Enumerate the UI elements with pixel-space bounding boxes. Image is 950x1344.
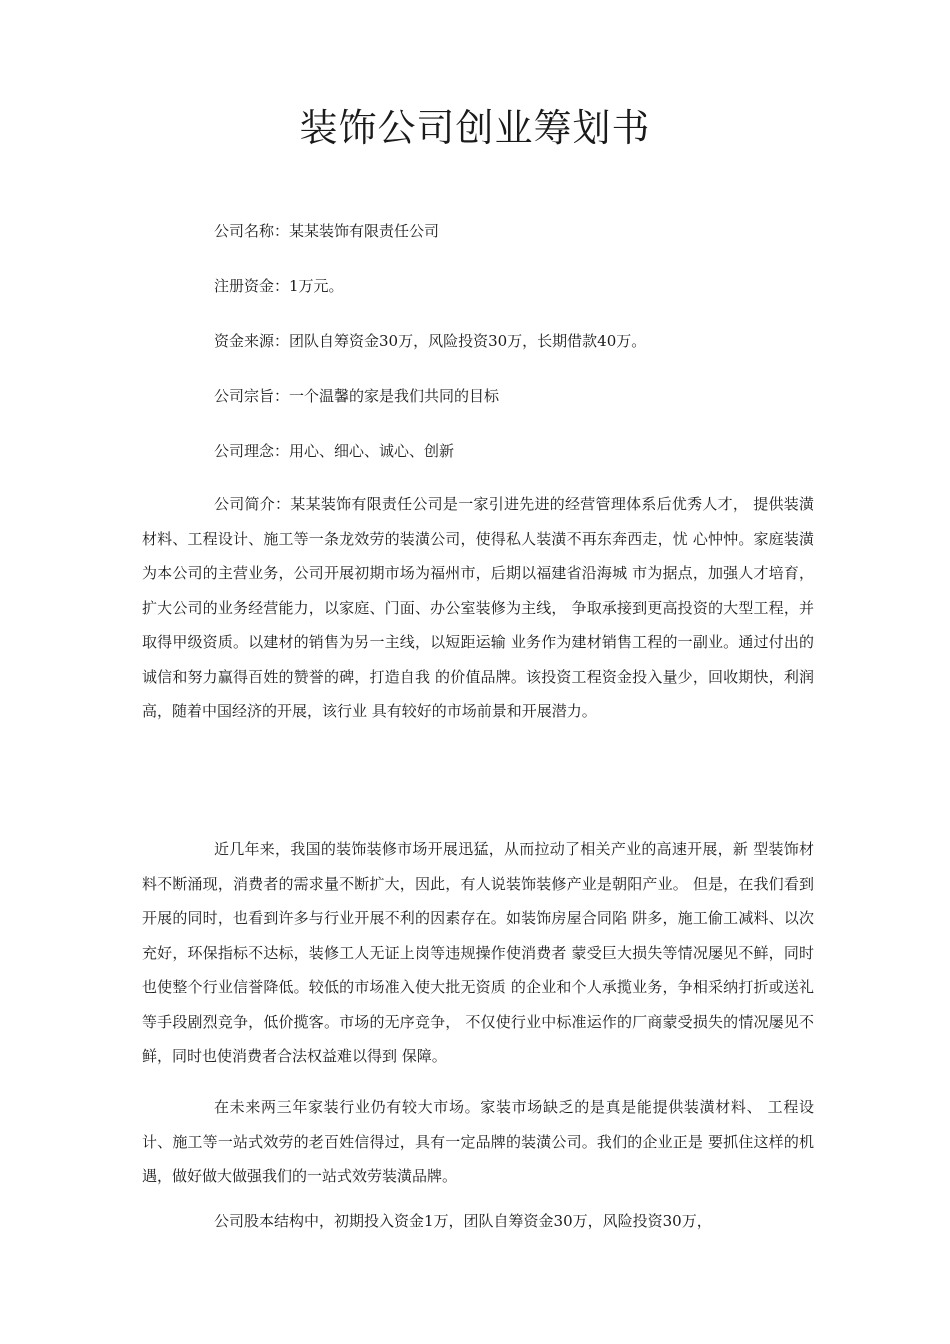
company-intro-paragraph: 公司简介：某某装饰有限责任公司是一家引进先进的经营管理体系后优秀人才， 提供装潢材料、工程设计、施工等一条龙效劳的装潢公司，使得私人装潢不再东奔西走，忧 心忡忡。家庭装潢为本公司的主营业务，公司开展初期市场为福州市，后期以福建省沿海城 市为据点，加强人才培育，扩大公司的业务经营能力，以家庭、门面、办公室装修为主线， 争取承接到更高投资的大型工程，并取得甲级资质。以建材的销售为另一主线，以短距运输 业务作为建材销售工程的一副业。通过付出的诚信和努力赢得百姓的赞誉的碑，打造自我 的价值品牌。该投资工程资金投入量少，回收期快，利润高，随着中国经济的开展，该行业 具有较好的市场前景和开展潜力。 xyxy=(142,495,814,720)
company-philosophy-field: 公司理念：用心、细心、诚心、创新 xyxy=(214,442,455,460)
company-mission-field: 公司宗旨：一个温馨的家是我们共同的目标 xyxy=(214,387,500,405)
company-name-field: 公司名称：某某装饰有限责任公司 xyxy=(214,222,440,240)
document-title: 装饰公司创业筹划书 xyxy=(299,106,651,150)
funding-source-field: 资金来源：团队自筹资金30万，风险投资30万，长期借款40万。 xyxy=(214,332,647,350)
market-analysis-paragraph: 近几年来，我国的装饰装修市场开展迅猛，从而拉动了相关产业的高速开展，新 型装饰材料不断涌现，消费者的需求量不断扩大，因此，有人说装饰装修产业是朝阳产业。 但是，在我们看到开展的同时，也看到许多与行业开展不利的因素存在。如装饰房屋合同陷 阱多，施工偷工减料、以次充好，环保指标不达标，装修工人无证上岗等违规操作使消费者 蒙受巨大损失等情况屡见不鲜，同时也使整个行业信誉降低。较低的市场准入使大批无资质 的企业和个人承揽业务，争相采纳打折或送礼等手段剧烈竞争，低价揽客。市场的无序竞争， 不仅使行业中标准运作的厂商蒙受损失的情况屡见不鲜，同时也使消费者合法权益难以得到 保障。 xyxy=(142,840,814,1065)
market-outlook-paragraph: 在未来两三年家装行业仍有较大市场。家装市场缺乏的是真是能提供装潢材料、 工程设计、施工等一站式效劳的老百姓信得过，具有一定品牌的装潢公司。我们的企业正是 要抓住这样的机遇，做好做大做强我们的一站式效劳装潢品牌。 xyxy=(142,1098,814,1185)
registered-capital-field: 注册资金：1万元。 xyxy=(214,277,344,295)
equity-structure-paragraph: 公司股本结构中，初期投入资金1万，团队自筹资金30万，风险投资30万， xyxy=(214,1212,712,1230)
